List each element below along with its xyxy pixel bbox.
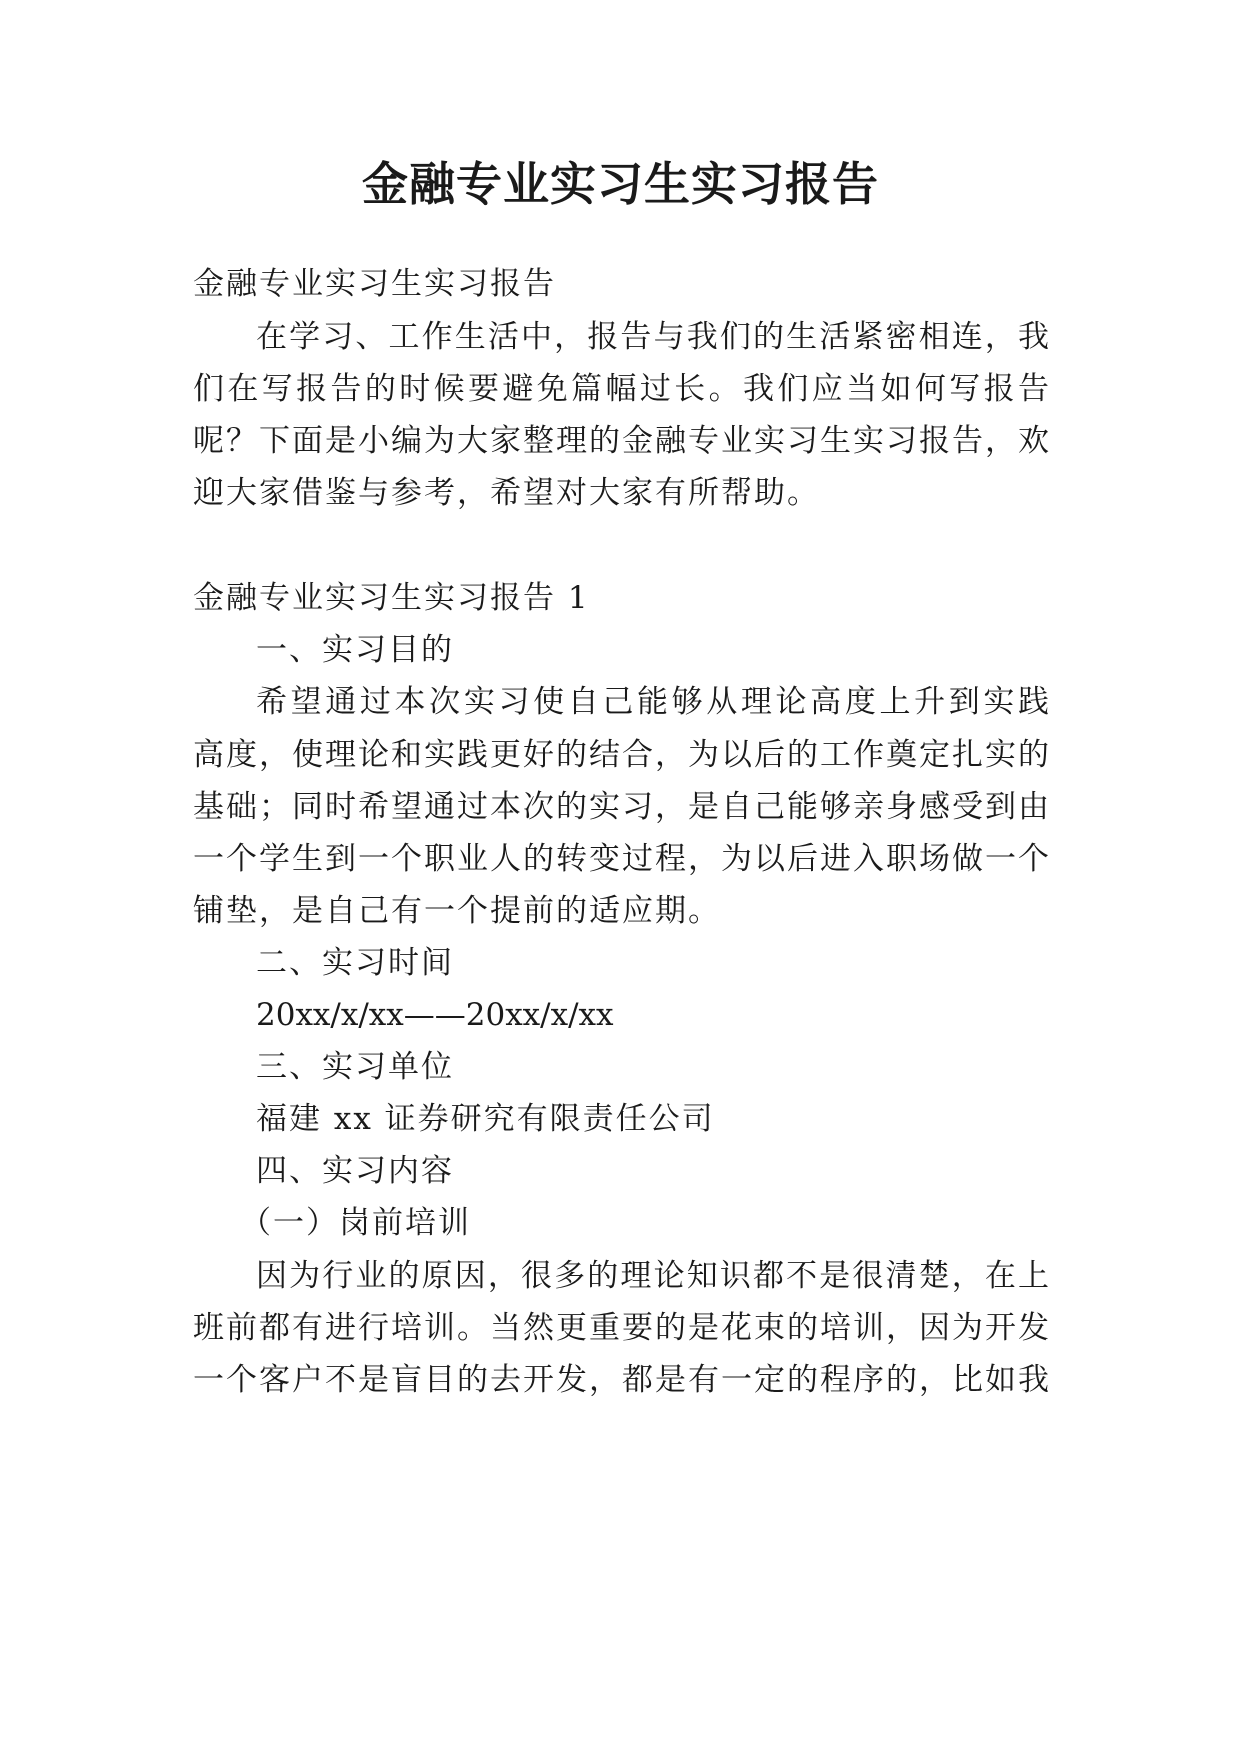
section-1-line-5: 铺垫，是自己有一个提前的适应期。 bbox=[193, 893, 721, 929]
section-2-body: 20xx/x/xx——20xx/x/xx bbox=[256, 997, 614, 1033]
section-1-line-2: 高度，使理论和实践更好的结合，为以后的工作奠定扎实的 bbox=[193, 737, 1049, 773]
subsection-1-line-3: 一个客户不是盲目的去开发，都是有一定的程序的，比如我 bbox=[193, 1362, 1049, 1398]
section-3-body: 福建 xx 证券研究有限责任公司 bbox=[256, 1101, 715, 1137]
section-1-line-3: 基础；同时希望通过本次的实习，是自己能够亲身感受到由 bbox=[193, 789, 1049, 825]
section-2-heading: 二、实习时间 bbox=[256, 945, 454, 981]
intro-line-1: 在学习、工作生活中，报告与我们的生活紧密相连，我 bbox=[256, 319, 1049, 355]
subsection-1-line-2: 班前都有进行培训。当然更重要的是花束的培训，因为开发 bbox=[193, 1310, 1049, 1346]
section-4-heading: 四、实习内容 bbox=[256, 1153, 454, 1189]
section-1-heading: 一、实习目的 bbox=[256, 632, 454, 668]
subsection-1-line-1: 因为行业的原因，很多的理论知识都不是很清楚，在上 bbox=[256, 1258, 1049, 1294]
report-1-heading: 金融专业实习生实习报告 1 bbox=[193, 580, 590, 616]
intro-line-2: 们在写报告的时候要避免篇幅过长。我们应当如何写报告 bbox=[193, 371, 1049, 407]
section-1-line-4: 一个学生到一个职业人的转变过程，为以后进入职场做一个 bbox=[193, 841, 1049, 877]
document-title: 金融专业实习生实习报告 bbox=[362, 157, 879, 211]
intro-line-3: 呢？下面是小编为大家整理的金融专业实习生实习报告，欢 bbox=[193, 423, 1049, 459]
intro-line-4: 迎大家借鉴与参考，希望对大家有所帮助。 bbox=[193, 475, 820, 511]
subsection-1-heading: （一）岗前培训 bbox=[240, 1205, 471, 1241]
document-subtitle: 金融专业实习生实习报告 bbox=[193, 266, 556, 302]
section-1-line-1: 希望通过本次实习使自己能够从理论高度上升到实践 bbox=[256, 684, 1049, 720]
section-3-heading: 三、实习单位 bbox=[256, 1049, 454, 1085]
